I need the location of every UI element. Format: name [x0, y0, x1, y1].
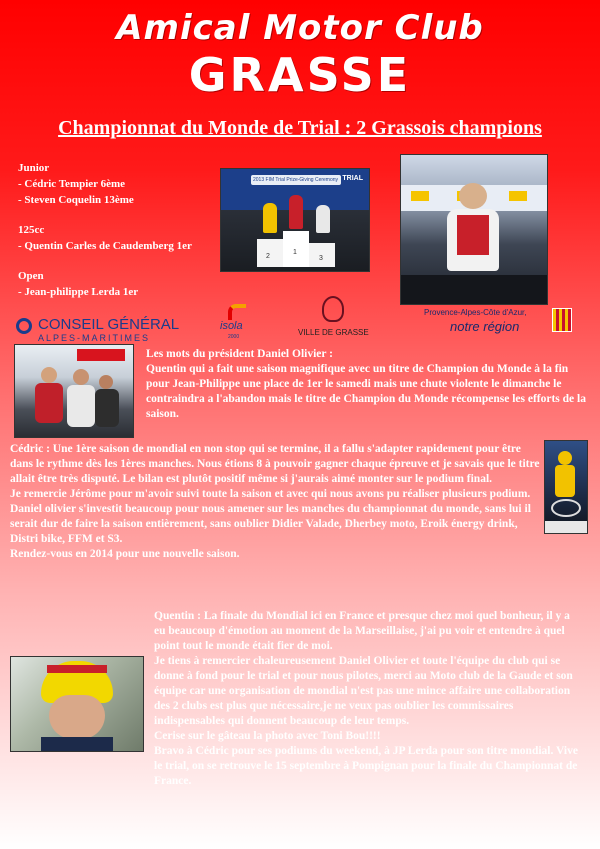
quentin-p4: Bravo à Cédric pour ses podiums du weekend, à JP Lerda pour son titre mondial. Vive le trial, on se retrouve le 15 septembre à Pompignan pour la finale du Championnat de France.: [154, 745, 578, 787]
president-title: Les mots du président Daniel Olivier :: [146, 348, 333, 360]
ville-name: VILLE DE GRASSE: [298, 328, 369, 337]
conseil-emblem-icon: [16, 318, 32, 334]
podium-step-2: 2: [266, 253, 270, 260]
podium-banner: 2013 FIM Trial Prize-Giving Ceremony: [253, 177, 339, 183]
president-text: Quentin qui a fait une saison magnifique avec un titre de Champion du Monde à la fin pour Jean-Philippe une place de 1er le samedi mais une chute violente le dimanche le contraindra a l'abandon mais le titre de Champion du Monde récompense les efforts de la saison.: [146, 363, 586, 420]
cedric-section: [10, 442, 544, 562]
cedric-p1: Cédric : Une 1ère saison de mondial en non stop qui se termine, il a fallu s'adapter rapidement pour être dans le rythme dès les 1ères manches. Nous étions 8 à pouvoir gagner chaque épreuve et je savais que le titre allait être très disputé. Le bilan est plutôt positif même si j'aurais aimé monter sur le podium final.: [10, 443, 540, 485]
cedric-photo: [544, 440, 588, 534]
quentin-p2: Je tiens à remercier chaleureusement Daniel Olivier et toute l'équipe du club qui se donne à fond pour le trial et pour nous pilotes, merci au Moto club de la Gaude et son équipe car une organisation de mondial n'est pas une mince affaire une collaboration des 2 clubs est plus que nécessaire,je ne veux pas oublier les commissaires indispensables qui donnent beaucoup de leur temps.: [154, 655, 573, 727]
junior-result-1: - Cédric Tempier 6ème: [18, 178, 126, 190]
podium-photo: [220, 168, 370, 272]
club-name-line2: GRASSE: [188, 48, 412, 102]
quentin-p1: Quentin : La finale du Mondial ici en France et presque chez moi quel bonheur, il y a eu beaucoup d'émotion au moment de la Marseillaise, j'ai pu voir et entendre à quel point tout le monde était fier de moi.: [154, 610, 570, 652]
podium-step-1: 1: [293, 249, 297, 256]
open-label: Open: [18, 270, 44, 282]
president-section: [146, 347, 590, 422]
quentin-section: [154, 609, 584, 789]
champion-photo: [400, 154, 548, 305]
ville-emblem-icon: [322, 296, 344, 322]
isola-name: isola: [220, 320, 243, 332]
region-line2: notre région: [450, 319, 520, 334]
region-flag-icon: [552, 308, 572, 332]
region-line1: Provence-Alpes-Côte d'Azur,: [424, 308, 527, 317]
cedric-p3: Daniel olivier s'investit beaucoup pour nous amener sur les manches du championnat du monde, sans lui il serait dur de faire la saison entièrement, sans oublier Didier Valade, Dherbey moto, Eroik énergy drink, Distri bike, FFM et S3.: [10, 503, 531, 545]
isola-mark-icon: [228, 304, 246, 320]
isola-sub: 2000: [228, 334, 240, 340]
page-title: Championnat du Monde de Trial : 2 Grassois champions: [58, 117, 542, 139]
quentin-p3: Cerise sur le gâteau la photo avec Toni Bou!!!!: [154, 730, 381, 742]
open-result-1: - Jean-philippe Lerda 1er: [18, 286, 139, 298]
results-list: [18, 160, 192, 300]
president-photo: [14, 344, 134, 438]
junior-label: Junior: [18, 162, 50, 174]
conseil-line1: CONSEIL GÉNÉRAL: [38, 316, 180, 333]
junior-result-2: - Steven Coquelin 13ème: [18, 194, 134, 206]
podium-brand: TRIAL: [342, 175, 363, 182]
cc125-label: 125cc: [18, 224, 45, 236]
cc125-result-1: - Quentin Carles de Caudemberg 1er: [18, 240, 192, 252]
cedric-p2: Je remercie Jérôme pour m'avoir suivi toute la saison et avec qui nous avons pu réaliser plusieurs podium.: [10, 488, 531, 500]
club-name-line1: Amical Motor Club: [116, 8, 484, 48]
podium-step-3: 3: [319, 255, 323, 262]
quentin-photo: [10, 656, 144, 752]
conseil-line2: ALPES-MARITIMES: [38, 333, 151, 343]
sponsor-logos: [0, 290, 600, 343]
cedric-p4: Rendez-vous en 2014 pour une nouvelle saison.: [10, 548, 240, 560]
